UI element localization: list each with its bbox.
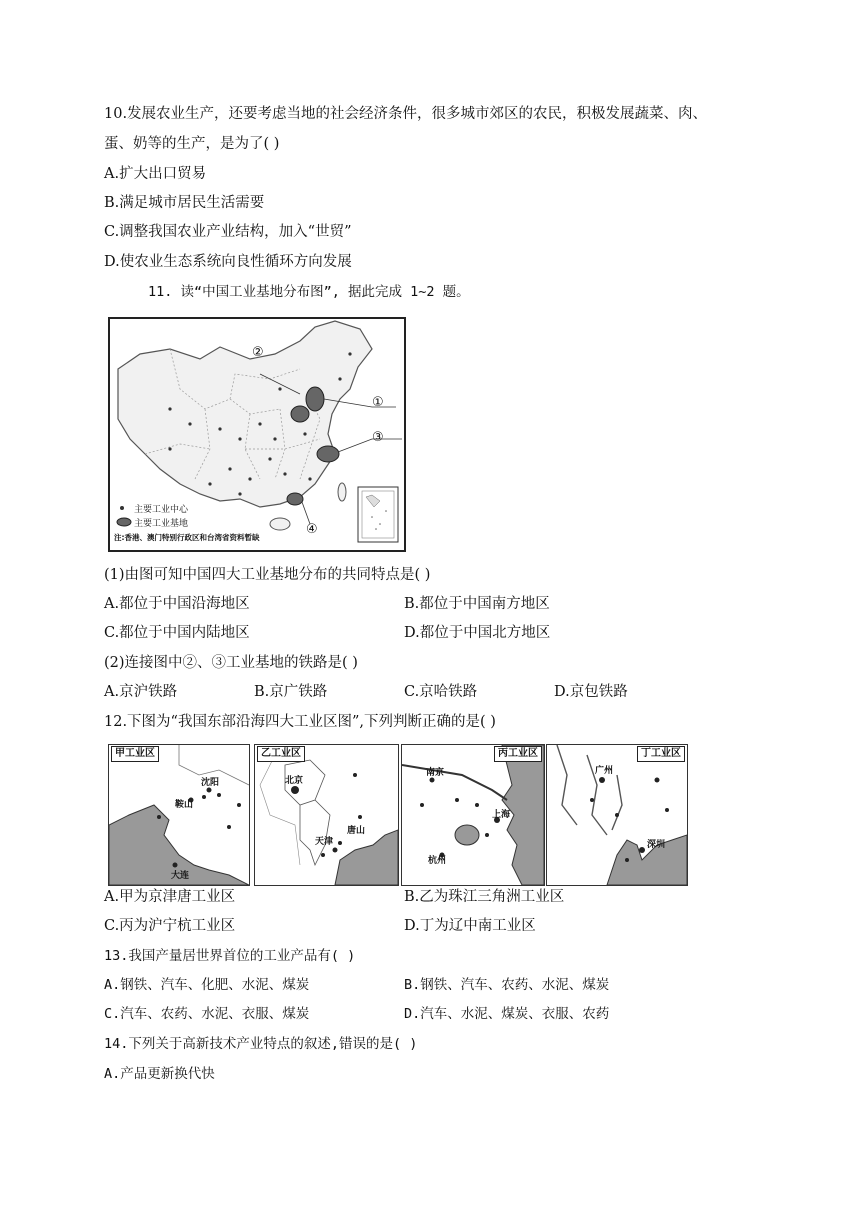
q10-option-d: D.使农业生态系统向良性循环方向发展 bbox=[104, 254, 352, 270]
industrial-base-legend-symbol bbox=[117, 518, 131, 526]
q11-sub1-option-c: C.都位于中国内陆地区 bbox=[104, 625, 250, 641]
q10-stem-line1: 10.发展农业生产，还要考虑当地的社会经济条件，很多城市郊区的农民，积极发展蔬菜、肉、 bbox=[104, 106, 708, 122]
q11-sub2-option-c: C.京哈铁路 bbox=[404, 684, 478, 700]
city-shanghai: 上海 bbox=[492, 810, 511, 820]
q13-option-a: A.钢铁、汽车、化肥、水泥、煤炭 bbox=[104, 977, 310, 993]
panel-yi bbox=[254, 744, 399, 886]
q11-sub1-option-a: A.都位于中国沿海地区 bbox=[104, 596, 250, 612]
panel-bing bbox=[401, 744, 545, 886]
q11-sub2-stem: (2)连接图中②、③工业基地的铁路是( ) bbox=[104, 655, 358, 671]
panel-jia-title: 甲工业区 bbox=[111, 746, 159, 762]
city-shenyang: 沈阳 bbox=[201, 778, 220, 788]
map-marker-1: ① bbox=[372, 395, 384, 410]
q11-sub2-option-a: A.京沪铁路 bbox=[104, 684, 178, 700]
q11-sub1-option-b: B.都位于中国南方地区 bbox=[404, 596, 550, 612]
panel-ding-title: 丁工业区 bbox=[637, 746, 685, 762]
q11-sub1-option-d: D.都位于中国北方地区 bbox=[404, 625, 551, 641]
map-marker-3: ③ bbox=[372, 430, 384, 445]
q13-option-d: D.汽车、水泥、煤炭、衣服、农药 bbox=[404, 1006, 610, 1022]
q10-option-a: A.扩大出口贸易 bbox=[104, 166, 207, 182]
panel-yi-title: 乙工业区 bbox=[257, 746, 305, 762]
q14-stem: 14.下列关于高新技术产业特点的叙述,错误的是( ) bbox=[104, 1036, 418, 1052]
q13-option-b: B.钢铁、汽车、农药、水泥、煤炭 bbox=[404, 977, 610, 993]
city-tangshan: 唐山 bbox=[347, 826, 366, 836]
panel-bing-title: 丙工业区 bbox=[494, 746, 542, 762]
q12-option-b: B.乙为珠江三角洲工业区 bbox=[404, 889, 565, 905]
map-marker-2: ② bbox=[252, 345, 264, 360]
q13-stem: 13.我国产量居世界首位的工业产品有( ) bbox=[104, 948, 356, 964]
city-tianjin: 天津 bbox=[315, 837, 334, 847]
q11-sub2-option-b: B.京广铁路 bbox=[254, 684, 328, 700]
city-shenzhen: 深圳 bbox=[647, 840, 666, 850]
map-marker-4: ④ bbox=[306, 522, 318, 537]
q10-option-c: C.调整我国农业产业结构，加入“世贸” bbox=[104, 224, 352, 240]
q10-option-b: B.满足城市居民生活需要 bbox=[104, 195, 265, 211]
city-hangzhou: 杭州 bbox=[428, 856, 447, 866]
panel-jia bbox=[108, 744, 250, 886]
china-industrial-base-map bbox=[108, 317, 406, 552]
map-note: 注:香港、澳门特别行政区和台湾省资料暂缺 bbox=[114, 533, 260, 542]
legend-industrial-center: 主要工业中心 bbox=[134, 505, 189, 515]
q13-option-c: C.汽车、农药、水泥、衣服、煤炭 bbox=[104, 1006, 310, 1022]
city-nanjing: 南京 bbox=[426, 768, 445, 778]
q11-sub1-stem: (1)由图可知中国四大工业基地分布的共同特点是( ) bbox=[104, 567, 431, 583]
q11-sub2-option-d: D.京包铁路 bbox=[554, 684, 628, 700]
industrial-center-legend-symbol bbox=[120, 506, 124, 510]
q12-stem: 12.下图为“我国东部沿海四大工业区图”,下列判断正确的是( ) bbox=[104, 714, 496, 730]
q10-stem-line2: 蛋、奶等的生产，是为了( ) bbox=[104, 136, 280, 152]
city-beijing: 北京 bbox=[285, 776, 304, 786]
panel-ding bbox=[546, 744, 688, 886]
q12-option-c: C.丙为沪宁杭工业区 bbox=[104, 918, 236, 934]
q12-option-d: D.丁为辽中南工业区 bbox=[404, 918, 536, 934]
city-dalian: 大连 bbox=[171, 871, 190, 881]
legend-industrial-base: 主要工业基地 bbox=[134, 519, 189, 529]
city-guangzhou: 广州 bbox=[595, 766, 614, 776]
city-anshan: 鞍山 bbox=[175, 800, 194, 810]
q14-option-a: A.产品更新换代快 bbox=[104, 1066, 215, 1082]
q11-stem: 11. 读“中国工业基地分布图”, 据此完成 1~2 题。 bbox=[148, 284, 470, 300]
q12-option-a: A.甲为京津唐工业区 bbox=[104, 889, 236, 905]
